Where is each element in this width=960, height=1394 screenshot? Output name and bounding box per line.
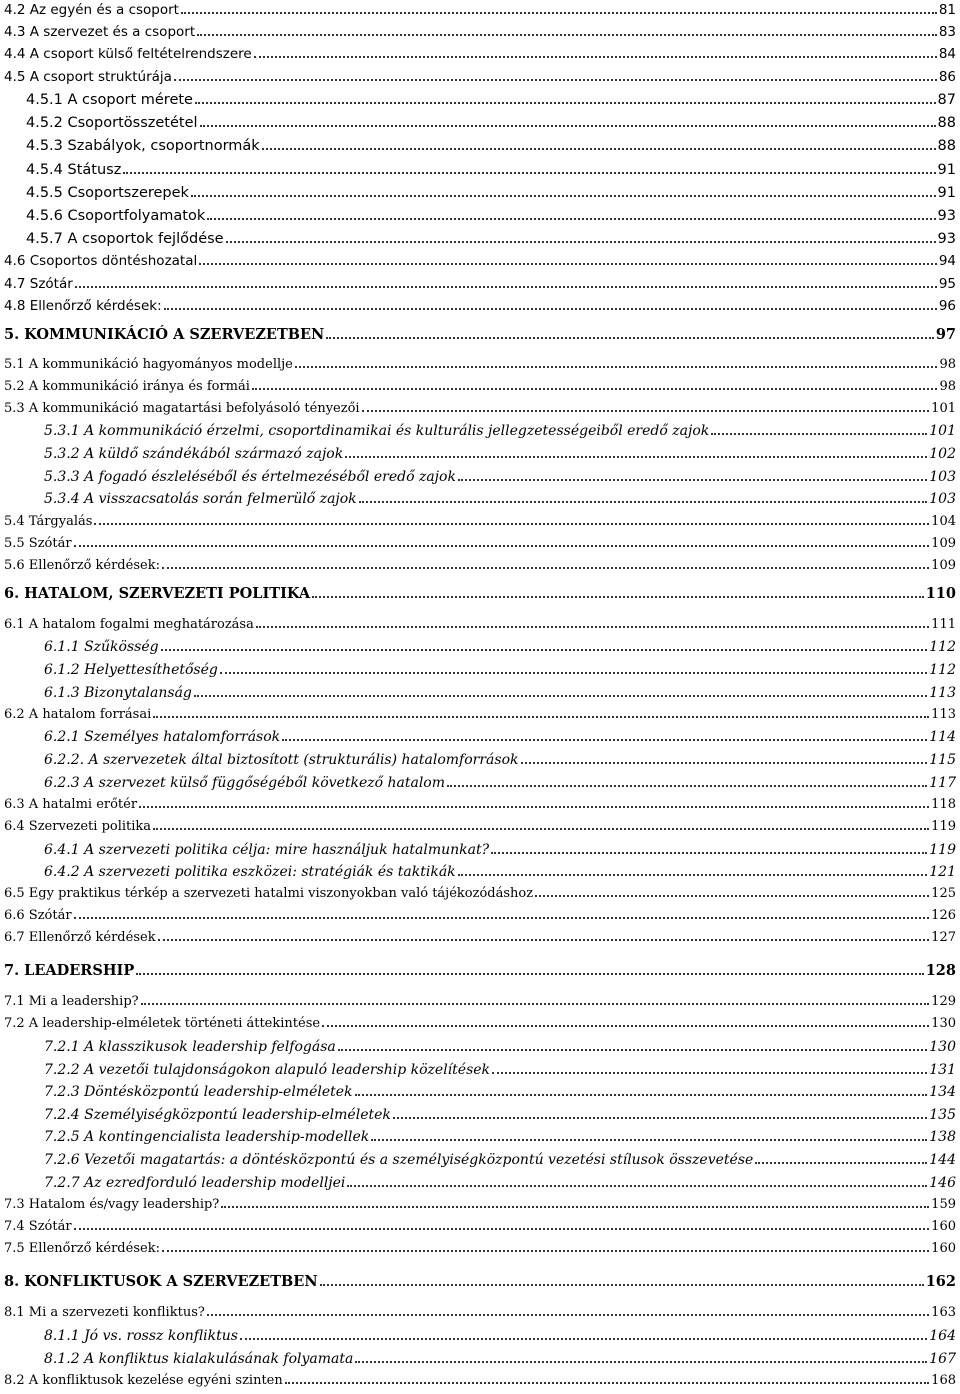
toc-entry[interactable] <box>44 1039 956 1055</box>
toc-entry-title: 6.1.1 Szűkösség <box>44 639 159 655</box>
dot-leader <box>197 33 937 36</box>
toc-entry-page: 138 <box>929 1129 956 1145</box>
toc-entry-title: 4.6 Csoportos döntéshozatal <box>4 253 198 269</box>
dot-leader <box>153 827 929 830</box>
dot-leader <box>199 262 937 265</box>
toc-entry[interactable] <box>4 24 956 40</box>
toc-entry-page: 127 <box>931 930 956 945</box>
toc-entry[interactable] <box>44 1129 956 1145</box>
toc-entry-title: 4.3 A szervezet és a csoport <box>4 24 196 40</box>
dot-leader <box>181 11 937 14</box>
toc-entry-page: 88 <box>937 115 956 131</box>
toc-entry[interactable] <box>26 208 956 224</box>
dot-leader <box>322 1024 929 1027</box>
toc-entry[interactable] <box>44 1084 956 1100</box>
toc-entry-page: 163 <box>931 1305 956 1320</box>
toc-entry-page: 101 <box>931 401 956 416</box>
dot-leader <box>256 625 929 628</box>
toc-entry-title: 6.2.3 A szervezet külső függőségéből következő hatalom <box>44 775 446 791</box>
toc-entry-title: 7.2.1 A klasszikusok leadership felfogása <box>44 1039 336 1055</box>
toc-entry[interactable] <box>4 401 956 416</box>
dot-leader <box>338 1048 928 1051</box>
dot-leader <box>285 1381 929 1384</box>
dot-leader <box>207 1313 929 1316</box>
toc-entry[interactable] <box>44 1351 956 1367</box>
dot-leader <box>220 671 927 674</box>
toc-entry[interactable] <box>4 1241 956 1256</box>
toc-entry-title: 7.3 Hatalom és/vagy leadership? <box>4 1197 220 1212</box>
toc-entry[interactable] <box>4 379 956 394</box>
dot-leader <box>139 805 929 808</box>
toc-entry-title: 7. LEADERSHIP <box>4 962 135 979</box>
toc-entry-page: 110 <box>925 585 956 602</box>
toc-entry[interactable] <box>44 1328 956 1344</box>
toc-entry-page: 146 <box>929 1175 956 1191</box>
dot-leader <box>312 595 924 598</box>
toc-entry[interactable] <box>4 253 956 269</box>
dot-leader <box>207 217 935 220</box>
dot-leader <box>320 1283 924 1286</box>
toc-entry[interactable] <box>26 185 956 201</box>
dot-leader <box>492 1071 927 1074</box>
dot-leader <box>326 336 934 339</box>
toc-entry[interactable] <box>4 994 956 1009</box>
toc-entry[interactable] <box>44 752 956 768</box>
toc-entry-page: 109 <box>931 558 956 573</box>
dot-leader <box>252 387 938 390</box>
toc-entry-title: 8.2 A konfliktusok kezelése egyéni szinten <box>4 1373 283 1388</box>
toc-entry-title: 6.1 A hatalom fogalmi meghatározása <box>4 617 254 632</box>
dot-leader <box>355 1093 928 1096</box>
toc-entry-title: 4.5.4 Státusz <box>26 162 122 178</box>
toc-entry-title: 7.2.4 Személyiségközpontú leadership-elméletek <box>44 1107 391 1123</box>
toc-entry-page: 102 <box>929 446 956 462</box>
toc-entry[interactable] <box>4 908 956 923</box>
toc-entry[interactable] <box>4 298 956 314</box>
toc-entry-title: 8.1.2 A konfliktus kialakulásának folyamata <box>44 1351 354 1367</box>
toc-entry-title: 4.4 A csoport külső feltételrendszere <box>4 46 252 62</box>
dot-leader <box>74 916 930 919</box>
toc-entry[interactable] <box>4 357 956 372</box>
toc-entry-page: 119 <box>931 819 956 834</box>
toc-entry-title: 8.1 Mi a szervezeti konfliktus? <box>4 1305 205 1320</box>
dot-leader <box>75 285 937 288</box>
toc-entry-title: 5.4 Tárgyalás <box>4 514 93 529</box>
dot-leader <box>393 1116 927 1119</box>
toc-entry-title: 7.4 Szótár <box>4 1219 72 1234</box>
toc-entry[interactable] <box>44 446 956 462</box>
toc-entry[interactable] <box>44 729 956 745</box>
toc-entry-page: 98 <box>939 357 956 372</box>
toc-entry-title: 6. HATALOM, SZERVEZETI POLITIKA <box>4 585 311 602</box>
toc-entry-title: 8. KONFLIKTUSOK A SZERVEZETBEN <box>4 1273 318 1290</box>
toc-entry[interactable] <box>4 585 956 602</box>
toc-entry[interactable] <box>44 1062 956 1078</box>
toc-entry-title: 7.5 Ellenőrző kérdések: <box>4 1241 160 1256</box>
dot-leader <box>458 478 927 481</box>
dot-leader <box>282 738 927 741</box>
dot-leader <box>136 972 924 975</box>
toc-entry-page: 103 <box>929 491 956 507</box>
toc-entry-page: 97 <box>935 326 956 343</box>
dot-leader <box>221 1205 929 1208</box>
dot-leader <box>521 761 928 764</box>
toc-entry-page: 96 <box>938 298 956 314</box>
dot-leader <box>491 851 927 854</box>
toc-entry-page: 115 <box>929 752 956 768</box>
toc-entry-page: 83 <box>938 24 956 40</box>
toc-entry-title: 6.7 Ellenőrző kérdések <box>4 930 156 945</box>
toc-entry-title: 4.7 Szótár <box>4 276 73 292</box>
toc-entry[interactable] <box>44 1175 956 1191</box>
toc-entry-title: 5.3.1 A kommunikáció érzelmi, csoportdinamikai és kulturális jellegzetességeiből eredő zajok <box>44 423 710 439</box>
toc-entry[interactable] <box>44 842 956 858</box>
toc-entry[interactable] <box>44 1107 956 1123</box>
toc-entry[interactable] <box>4 1273 956 1290</box>
toc-entry[interactable] <box>44 662 956 678</box>
toc-entry-page: 91 <box>937 185 956 201</box>
toc-entry-title: 5. KOMMUNIKÁCIÓ A SZERVEZETBEN <box>4 326 325 343</box>
toc-entry-page: 129 <box>931 994 956 1009</box>
toc-entry[interactable] <box>44 423 956 439</box>
toc-entry[interactable] <box>4 962 956 979</box>
toc-entry-page: 86 <box>938 69 956 85</box>
dot-leader <box>447 784 927 787</box>
toc-entry-title: 5.3.2 A küldő szándékából származó zajok <box>44 446 344 462</box>
toc-entry-page: 81 <box>938 2 956 18</box>
toc-entry[interactable] <box>4 1219 956 1234</box>
dot-leader <box>194 694 927 697</box>
toc-entry-title: 5.3 A kommunikáció magatartási befolyásoló tényezői <box>4 401 360 416</box>
toc-entry-page: 91 <box>937 162 956 178</box>
toc-entry[interactable] <box>4 558 956 573</box>
toc-entry-page: 93 <box>937 231 956 247</box>
toc-entry-page: 84 <box>938 46 956 62</box>
dot-leader <box>174 78 937 81</box>
toc-entry-title: 7.2.6 Vezetői magatartás: a döntésközpontú és a személyiségközpontú vezetési stílusok összevetése <box>44 1152 754 1168</box>
toc-entry-title: 8.1.1 Jó vs. rossz konfliktus <box>44 1328 238 1344</box>
toc-entry-title: 6.4.2 A szervezeti politika eszközei: stratégiák és taktikák <box>44 864 456 880</box>
toc-entry-page: 93 <box>937 208 956 224</box>
toc-entry[interactable] <box>44 491 956 507</box>
toc-entry-title: 5.3.3 A fogadó észleléséből és értelmezéséből eredő zajok <box>44 469 456 485</box>
dot-leader <box>161 648 928 651</box>
toc-entry-page: 104 <box>931 514 956 529</box>
toc-entry[interactable] <box>4 276 956 292</box>
toc-entry[interactable] <box>44 864 956 880</box>
toc-entry[interactable] <box>4 930 956 945</box>
toc-entry-title: 6.5 Egy praktikus térkép a szervezeti hatalmi viszonyokban való tájékozódáshoz <box>4 886 534 901</box>
toc-entry-page: 168 <box>931 1373 956 1388</box>
toc-entry[interactable] <box>4 69 956 85</box>
toc-entry[interactable] <box>4 1197 956 1212</box>
toc-entry-page: 121 <box>929 864 956 880</box>
dot-leader <box>371 1138 927 1141</box>
toc-entry-title: 4.5.5 Csoportszerepek <box>26 185 189 201</box>
toc-entry[interactable] <box>4 1373 956 1388</box>
dot-leader <box>164 307 937 310</box>
toc-entry-page: 159 <box>931 1197 956 1212</box>
dot-leader <box>240 1337 927 1340</box>
dot-leader <box>711 432 927 435</box>
toc-entry-page: 160 <box>931 1219 956 1234</box>
toc-entry[interactable] <box>4 46 956 62</box>
toc-entry-title: 6.6 Szótár <box>4 908 72 923</box>
dot-leader <box>254 55 937 58</box>
toc-entry[interactable] <box>44 639 956 655</box>
toc-entry-title: 4.5.7 A csoportok fejlődése <box>26 231 224 247</box>
toc-entry[interactable] <box>4 819 956 834</box>
toc-entry-title: 6.1.3 Bizonytalanság <box>44 685 192 701</box>
toc-entry-title: 5.1 A kommunikáció hagyományos modellje <box>4 357 293 372</box>
toc-entry-page: 134 <box>929 1084 956 1100</box>
toc-entry-title: 5.6 Ellenőrző kérdések: <box>4 558 160 573</box>
toc-entry-page: 114 <box>929 729 956 745</box>
toc-entry-page: 88 <box>937 138 956 154</box>
toc-entry-title: 6.2.1 Személyes hatalomforrások <box>44 729 281 745</box>
toc-entry-title: 7.2.2 A vezetői tulajdonságokon alapuló leadership közelítések <box>44 1062 491 1078</box>
toc-entry-page: 111 <box>931 617 956 632</box>
toc-entry[interactable] <box>26 92 956 108</box>
toc-entry[interactable] <box>26 231 956 247</box>
dot-leader <box>191 194 936 197</box>
toc-entry[interactable] <box>44 469 956 485</box>
toc-entry-page: 112 <box>929 639 956 655</box>
dot-leader <box>141 1002 930 1005</box>
toc-entry[interactable] <box>4 326 956 343</box>
dot-leader <box>195 101 936 104</box>
toc-entry[interactable] <box>4 2 956 18</box>
toc-entry-title: 5.2 A kommunikáció iránya és formái <box>4 379 250 394</box>
toc-entry-page: 87 <box>937 92 956 108</box>
toc-entry-title: 4.5.2 Csoportösszetétel <box>26 115 198 131</box>
toc-entry-page: 112 <box>929 662 956 678</box>
toc-entry-title: 7.2.7 Az ezredforduló leadership modelljei <box>44 1175 346 1191</box>
dot-leader <box>458 873 928 876</box>
dot-leader <box>158 938 930 941</box>
toc-entry-page: 144 <box>929 1152 956 1168</box>
toc-entry-page: 101 <box>929 423 956 439</box>
toc-entry-title: 5.3.4 A visszacsatolás során felmerülő zajok <box>44 491 357 507</box>
toc-entry-page: 162 <box>925 1273 956 1290</box>
toc-entry-title: 6.1.2 Helyettesíthetőség <box>44 662 218 678</box>
toc-entry-page: 128 <box>925 962 956 979</box>
toc-entry[interactable] <box>44 775 956 791</box>
dot-leader <box>226 240 936 243</box>
dot-leader <box>123 171 935 174</box>
toc-entry[interactable] <box>26 138 956 154</box>
dot-leader <box>74 544 930 547</box>
toc-entry-title: 4.2 Az egyén és a csoport <box>4 2 179 18</box>
toc-entry-title: 7.1 Mi a leadership? <box>4 994 139 1009</box>
toc-entry-title: 6.4.1 A szervezeti politika célja: mire használjuk hatalmunkat? <box>44 842 490 858</box>
toc-entry-title: 4.5.6 Csoportfolyamatok <box>26 208 206 224</box>
toc-entry[interactable] <box>44 685 956 701</box>
toc-entry[interactable] <box>4 1305 956 1320</box>
toc-entry-page: 113 <box>929 685 956 701</box>
toc-entry-title: 6.3 A hatalmi erőtér <box>4 797 138 812</box>
dot-leader <box>162 566 929 569</box>
dot-leader <box>362 409 930 412</box>
toc-entry-page: 160 <box>931 1241 956 1256</box>
toc-entry-title: 6.4 Szervezeti politika <box>4 819 152 834</box>
toc-entry[interactable] <box>4 617 956 632</box>
toc-entry[interactable] <box>4 797 956 812</box>
toc-entry-page: 135 <box>929 1107 956 1123</box>
toc-entry-title: 4.8 Ellenőrző kérdések: <box>4 298 162 314</box>
toc-entry-title: 6.2.2. A szervezetek által biztosított (strukturális) hatalomforrások <box>44 752 519 768</box>
dot-leader <box>755 1161 927 1164</box>
dot-leader <box>262 147 936 150</box>
toc-entry-page: 131 <box>929 1062 956 1078</box>
dot-leader <box>347 1184 927 1187</box>
toc-entry-page: 118 <box>931 797 956 812</box>
dot-leader <box>355 1360 927 1363</box>
toc-entry[interactable] <box>44 1152 956 1168</box>
toc-entry-page: 119 <box>929 842 956 858</box>
toc-entry-title: 7.2.3 Döntésközpontú leadership-elméletek <box>44 1084 353 1100</box>
dot-leader <box>345 455 927 458</box>
dot-leader <box>295 365 938 368</box>
dot-leader <box>535 894 929 897</box>
toc-entry[interactable] <box>4 1016 956 1031</box>
dot-leader <box>94 522 929 525</box>
dot-leader <box>153 715 929 718</box>
toc-entry-title: 7.2 A leadership-elméletek történeti áttekintése <box>4 1016 321 1031</box>
toc-entry-title: 5.5 Szótár <box>4 536 72 551</box>
toc-entry[interactable] <box>4 886 956 901</box>
toc-entry-page: 98 <box>939 379 956 394</box>
toc-entry[interactable] <box>4 707 956 722</box>
toc-entry-page: 113 <box>931 707 956 722</box>
toc-entry-page: 130 <box>931 1016 956 1031</box>
dot-leader <box>359 500 928 503</box>
toc-entry-title: 4.5 A csoport struktúrája <box>4 69 172 85</box>
dot-leader <box>162 1249 929 1252</box>
toc-entry[interactable] <box>4 514 956 529</box>
toc-entry-page: 125 <box>931 886 956 901</box>
toc-entry-page: 103 <box>929 469 956 485</box>
toc-entry[interactable] <box>26 162 956 178</box>
toc-entry[interactable] <box>4 536 956 551</box>
toc-entry[interactable] <box>26 115 956 131</box>
toc-entry-title: 4.5.3 Szabályok, csoportnormák <box>26 138 260 154</box>
toc-entry-title: 6.2 A hatalom forrásai <box>4 707 152 722</box>
toc-entry-title: 7.2.5 A kontingencialista leadership-modellek <box>44 1129 370 1145</box>
toc-entry-page: 126 <box>931 908 956 923</box>
dot-leader <box>74 1227 930 1230</box>
toc-entry-page: 130 <box>929 1039 956 1055</box>
dot-leader <box>200 124 936 127</box>
toc-entry-page: 164 <box>929 1328 956 1344</box>
toc-entry-title: 4.5.1 A csoport mérete <box>26 92 193 108</box>
toc-entry-page: 117 <box>929 775 956 791</box>
toc-entry-page: 95 <box>938 276 956 292</box>
toc-entry-page: 109 <box>931 536 956 551</box>
toc-entry-page: 167 <box>929 1351 956 1367</box>
toc-entry-page: 94 <box>938 253 956 269</box>
